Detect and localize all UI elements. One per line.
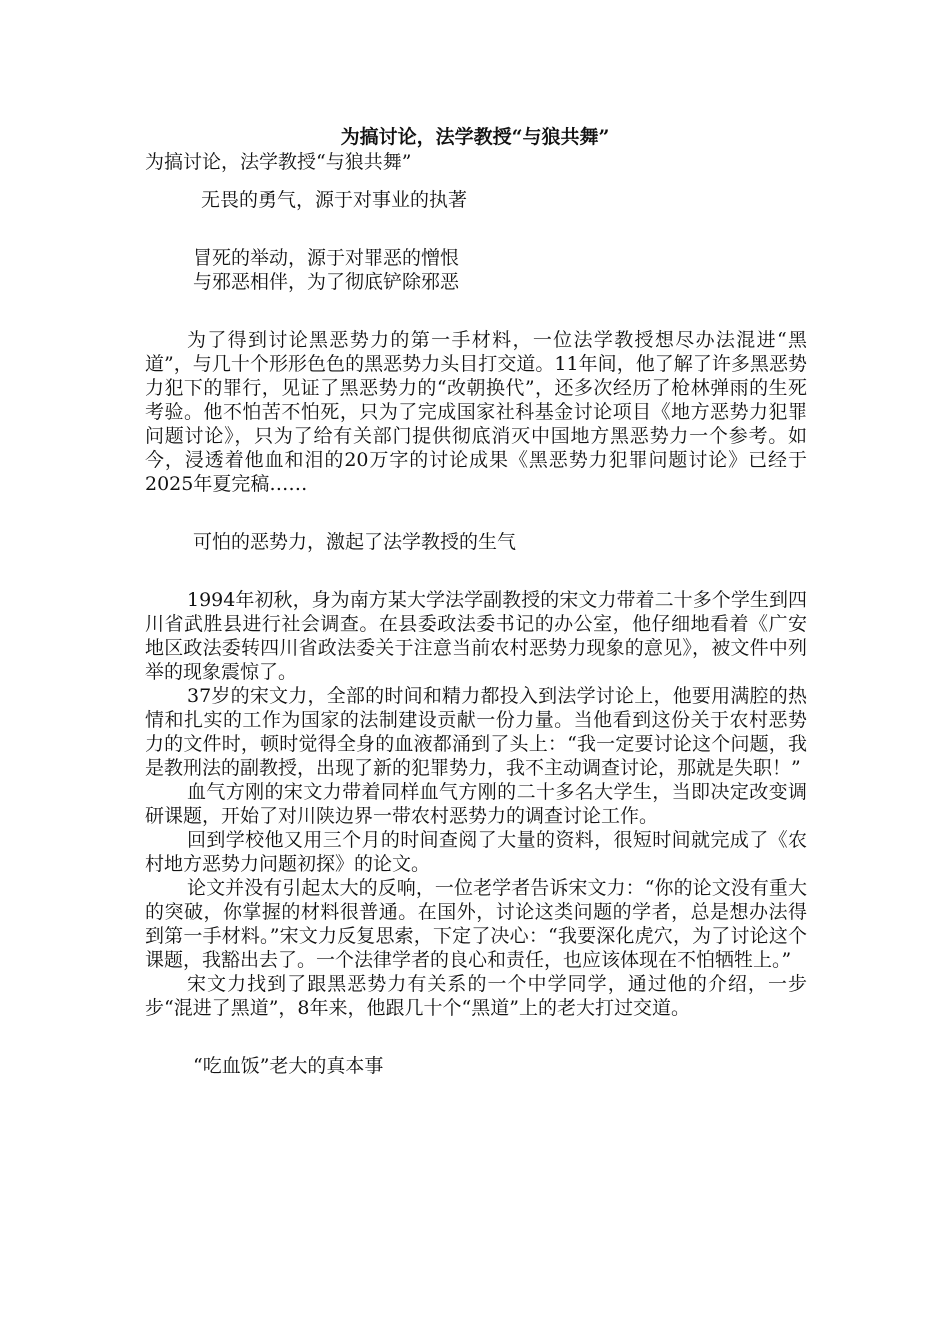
intro-paragraph: 为了得到讨论黑恶势力的第一手材料，一位法学教授想尽办法混进“黑道”，与几十个形形色色的黑恶势力头目打交道。11年间，他了解了许多黑恶势力犯下的罪行，见证了黑恶势力的“改朝换代”，还多次经历了枪林弹雨的生死考验。他不怕苦不怕死，只为了完成国家社科基金讨论项目《地方恶势力犯罪问题讨论》，只为了给有关部门提供彻底消灭中国地方黑恶势力一个参考。如今，浸透着他血和泪的20万字的讨论成果《黑恶势力犯罪问题讨论》已经于2025年夏完稿…… [145,329,807,495]
section-1-paragraph: 血气方刚的宋文力带着同样血气方刚的二十多名大学生，当即决定改变调研课题，开始了对川陕边界一带农村恶势力的调查讨论工作。 [145,781,807,827]
subtitle-repeat: 为搞讨论，法学教授“与狼共舞” [145,151,412,173]
section-1-paragraph: 回到学校他又用三个月的时间查阅了大量的资料，很短时间就完成了《农村地方恶势力问题初探》的论文。 [145,829,807,875]
section-1-paragraph: 1994年初秋，身为南方某大学法学副教授的宋文力带着二十多个学生到四川省武胜县进行社会调查。在县委政法委书记的办公室，他仔细地看着《广安地区政法委转四川省政法委关于注意当前农村恶势力现象的意见》，被文件中列举的现象震惊了。 [145,589,807,683]
lead-line-3: 与邪恶相伴，为了彻底铲除邪恶 [193,271,460,293]
lead-line-2: 冒死的举动，源于对罪恶的憎恨 [193,247,460,269]
section-1-paragraph: 宋文力找到了跟黑恶势力有关系的一个中学同学，通过他的介绍，一步步“混进了黑道”，8年来，他跟几十个“黑道”上的老大打过交道。 [145,973,807,1019]
section-1-paragraph: 论文并没有引起太大的反响，一位老学者告诉宋文力：“你的论文没有重大的突破，你掌握的材料很普通。在国外，讨论这类问题的学者，总是想办法得到第一手材料。”宋文力反复思索，下定了决心：“我要深化虎穴，为了讨论这个课题，我豁出去了。一个法律学者的良心和责任，也应该体现在不怕牺牲上。” [145,877,807,971]
section-1-paragraph: 37岁的宋文力，全部的时间和精力都投入到法学讨论上，他要用满腔的热情和扎实的工作为国家的法制建设贡献一份力量。当他看到这份关于农村恶势力的文件时，顿时觉得全身的血液都涌到了头上：“我一定要讨论这个问题，我是教刑法的副教授，出现了新的犯罪势力，我不主动调查讨论，那就是失职！” [145,685,807,779]
lead-line-1: 无畏的勇气，源于对事业的执著 [201,189,468,211]
document-title: 为搞讨论，法学教授“与狼共舞” [340,126,610,148]
document-body [145,150,807,1078]
section-heading-1: 可怕的恶势力，激起了法学教授的生气 [193,531,517,553]
section-heading-2: “吃血饭”老大的真本事 [193,1055,384,1077]
